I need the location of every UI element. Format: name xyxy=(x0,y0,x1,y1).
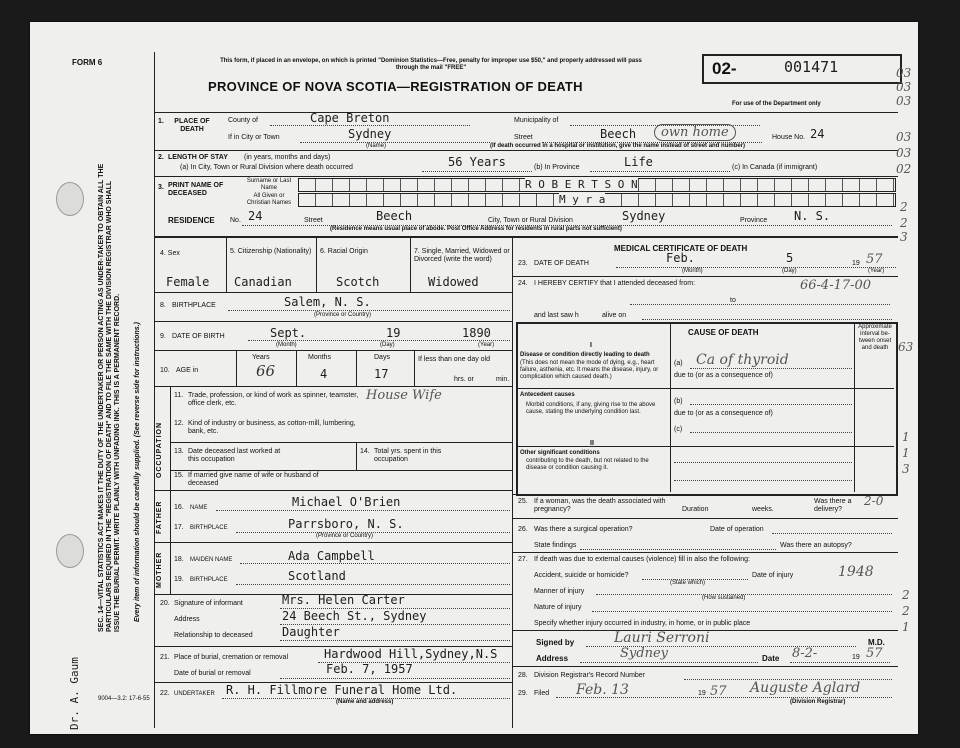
injury-year: 1948 xyxy=(838,564,874,580)
form-number: FORM 6 xyxy=(72,58,103,67)
birthplace-value: Salem, N. S. xyxy=(284,295,371,309)
place-of-death-label: PLACE OF DEATH xyxy=(174,118,210,133)
margin-code-16: 1 xyxy=(902,620,910,634)
margin-code-14: 2 xyxy=(902,588,910,602)
age-days: 17 xyxy=(374,367,389,381)
stay-city-value: 56 Years xyxy=(448,155,506,169)
department-note: For use of the Department only xyxy=(732,101,821,107)
undertaker-name: R. H. Fillmore Funeral Home Ltd. xyxy=(226,683,458,697)
given-name-grid xyxy=(298,193,896,207)
certificate-year: 57 xyxy=(866,646,883,661)
stay-province-value: Life xyxy=(624,155,653,169)
registration-prefix: 02- xyxy=(712,59,737,78)
margin-code-3: 03 xyxy=(896,94,912,108)
burial-place: Hardwood Hill,Sydney,N.S xyxy=(324,647,498,661)
occupation-value: House Wife xyxy=(366,388,442,403)
father-birthplace: Parrsboro, N. S. xyxy=(288,517,404,531)
residence-street: Beech xyxy=(376,209,413,223)
own-home-annotation: own home xyxy=(654,124,736,141)
margin-code-11: 1 xyxy=(902,430,910,444)
margin-code-2: 03 xyxy=(896,80,912,94)
death-month: Feb. xyxy=(666,251,695,265)
death-registration-form: FORM 6 SEC. 14—VITAL STATISTICS ACT MAKES IT THE DUTY OF THE UNDERTAKER OR PERSON ACTING AS UNDER-TAKER TO OBTAIN ALL THE PARTICULARS REQUIRED IN THE "REGISTRATION OF DEATH" AND TO FILE THE SAME WITH THE DIVISION REGISTRAR WHO SHALL ISSUE THE BURIAL PERMIT. WRITE PLAINLY WITH UNFADING INK. THIS IS A PERMANENT RECORD. Every item of information should be carefully supplied. (See reverse side for instructions.) Dr. A. Gaum 9004—3.2: 17-6-55 This form, if placed in an envelope, on which is printed "Dominion Statistics—Free, penalty for improper use $50," and properly addressed will pass through the mail "FREE" PROVINCE OF NOVA SCOTIA—REGISTRATION OF DEATH 02- 001471 For use of the Department only 1. PLACE OF DEATH County of Cape Breton Municipality of If in City or Town Sydney (Name) Street Beech own home House No. 24 (If death occurred in a hospital or institution, give the name instead of street and number) 2. LENGTH OF STAY (in years, months and days) (a) In City, Town or Rural Division where death occurred 56 Years (b) In Province Life (c) In Canada (if immigrant) 3. PRINT NAME OF DECEASED Surname or Last Name All Given or Christian Names R O B E R T S O N M y r a RESIDENCE No. 24 Street Beech City, Town or Rural Division Sydney Province N. S. (Residence means usual place of abode. Post Office Address for residents in rural parts not sufficient) 4. Sex Female 5. Citizenship (Nationality) Canadian 6. Racial Origin Scotch 7. Single, Married, Widowed or Divorced (write the word) Widowed 8. BIRTHPLACE Salem, N. S. (Province or Country) 9. DATE OF BIRTH Sept. 19 1890 (Month) (Day) (Year) 10. AGE in Years Months Days 66 4 17 If less than one day old hrs. or min. OCCUPATION 11. Trade, profession, or kind of work as spinner, teamster, office clerk, etc. House Wife 12. Kind of industry or business, as cotton-mill, lumbering, bank, etc. 13. Date deceased last worked at this occupation 14. Total yrs. spent in this occupation 15. If married give name of wife or husband of deceased FATHER 16. NAME Michael O'Brien 17. BIRTHPLACE Parrsboro, N. S. (Province or Country) MOTHER 18. MAIDEN NAME Ada Campbell 19. BIRTHPLACE Scotland 20. Signature of informant Mrs. Helen Carter Address 24 Beech St., Sydney Relationship to deceased Daughter 21. Place of burial, cremation or removal Hardwood Hill,Sydney,N.S Date of burial or removal Feb. 7, 1957 22. UNDERTAKER R. H. Fillmore Funeral Home Ltd. (Name and address) MEDICAL CERTIFICATE OF DEATH 23. DATE OF DEATH Feb. 5 19 57 (Month) (Day) (Year) 24. I HEREBY CERTIFY that I attended deceased from: 66-4-17-00 to and last saw h alive on CAUSE OF DEATH Approximate interval be-tween onset and death I Disease or condition directly leading to death (This does not mean the mode of dying, e.g., heart failure, asthenia, etc. It means the disease, injury, or complication which caused death.) (a) Ca of thyroid due to (or as a consequence of) Antecedent causes Morbid conditions, if any, giving rise to the above cause, stating the underlying condition last. (b) due to (or as a consequence of) (c) II Other significant conditions contributing to the death, but not related to the disease or condition causing it. 25. If a woman, was the death associated with pregnancy? Duration weeks. Was there a delivery? 2-0 26. Was there a surgical operation? Date of operation State findings Was there an autopsy? 27. If death was due to external causes (violence) fill in also the following: Accident, suicide or homicide? (State which) Date of injury 1948 Manner of injury (How sustained) Nature of injury Specify whether injury occurred in industry, in home, or in public place Signed by Lauri Serroni M.D. Address Sydney Date 8-2- 19 57 28. Division Registrar's Record Number 29. Filed Feb. 13 19 57 Auguste Aglard (Division Registrar) 03 03 03 03 03 02 2 2 3 63 1 1 3 2 2 1 xyxy=(30,22,918,734)
house-value: 24 xyxy=(810,127,825,141)
mail-notice: This form, if placed in an envelope, on which is printed "Dominion Statistics—Free, penalty for improper use $50," and properly addressed will pass through the mail "FREE" xyxy=(220,58,642,71)
county-value: Cape Breton xyxy=(310,111,390,125)
delivery-annotation: 2-0 xyxy=(864,494,884,508)
street-value: Beech xyxy=(600,127,637,141)
margin-code-13: 3 xyxy=(902,462,910,476)
mother-birthplace: Scotland xyxy=(288,569,346,583)
filed-year: 57 xyxy=(710,684,727,699)
margin-code-9: 3 xyxy=(900,230,908,244)
margin-code-7: 2 xyxy=(900,200,908,214)
burial-date: Feb. 7, 1957 xyxy=(326,662,413,676)
given-name-value: M y r a xyxy=(559,193,606,206)
punch-hole-top xyxy=(56,182,84,216)
racial-origin-value: Scotch xyxy=(336,275,380,289)
certificate-date: 8-2- xyxy=(792,646,818,661)
citizenship-value: Canadian xyxy=(234,275,292,289)
informant-relationship: Daughter xyxy=(282,625,340,639)
mother-name: Ada Campbell xyxy=(288,549,375,563)
informant-name: Mrs. Helen Carter xyxy=(282,593,405,607)
marital-status-value: Widowed xyxy=(428,275,479,289)
margin-code-6: 02 xyxy=(896,162,912,176)
margin-code-4: 03 xyxy=(896,130,912,144)
dob-day: 19 xyxy=(386,326,401,340)
dob-month: Sept. xyxy=(270,326,307,340)
death-day: 5 xyxy=(786,251,794,265)
sidebar-note: Every item of information should be carefully supplied. (See reverse side for instructions.) xyxy=(134,322,141,622)
surname-value: R O B E R T S O N xyxy=(525,178,638,191)
registration-number: 001471 xyxy=(784,58,839,76)
punch-hole-bottom xyxy=(56,534,84,568)
margin-code-15: 2 xyxy=(902,604,910,618)
margin-code-8: 2 xyxy=(900,216,908,230)
attended-from-date: 66-4-17-00 xyxy=(800,278,872,293)
print-code: 9004—3.2: 17-6-55 xyxy=(98,696,150,702)
informant-address: 24 Beech St., Sydney xyxy=(282,609,427,623)
age-years: 66 xyxy=(256,362,276,380)
sidebar-statute: SEC. 14—VITAL STATISTICS ACT MAKES IT THE DUTY OF THE UNDERTAKER OR PERSON ACTING AS UNDER-TAKER TO OBTAIN ALL THE PARTICULARS REQUIRED IN THE "REGISTRATION OF DEATH" AND TO FILE THE SAME WITH THE DIVISION REGISTRAR WHO SHALL ISSUE THE BURIAL PERMIT. WRITE PLAINLY WITH UNFADING INK. THIS IS A PERMANENT RECORD. xyxy=(98,163,121,632)
residence-city: Sydney xyxy=(622,209,666,223)
residence-province: N. S. xyxy=(794,209,831,223)
physician-signature: Lauri Serroni xyxy=(614,630,710,646)
margin-code-12: 1 xyxy=(902,446,910,460)
registration-number-box xyxy=(702,54,902,84)
margin-code-5: 03 xyxy=(896,146,912,160)
residence-number: 24 xyxy=(248,209,263,223)
physician-address: Sydney xyxy=(620,646,668,661)
margin-code-1: 03 xyxy=(896,66,912,80)
form-title: PROVINCE OF NOVA SCOTIA—REGISTRATION OF DEATH xyxy=(208,79,583,94)
surname-grid xyxy=(298,178,896,192)
filed-date: Feb. 13 xyxy=(576,682,629,698)
dob-year: 1890 xyxy=(462,326,491,340)
sex-value: Female xyxy=(166,275,210,289)
cause-a-value: Ca of thyroid xyxy=(696,352,789,368)
age-months: 4 xyxy=(320,367,328,381)
city-value: Sydney xyxy=(348,127,392,141)
father-name: Michael O'Brien xyxy=(292,495,401,509)
margin-code-10: 63 xyxy=(898,340,914,354)
registrar-signature: Auguste Aglard xyxy=(750,680,861,696)
sidebar-signature: Dr. A. Gaum xyxy=(68,657,81,730)
death-year: 57 xyxy=(866,252,883,267)
